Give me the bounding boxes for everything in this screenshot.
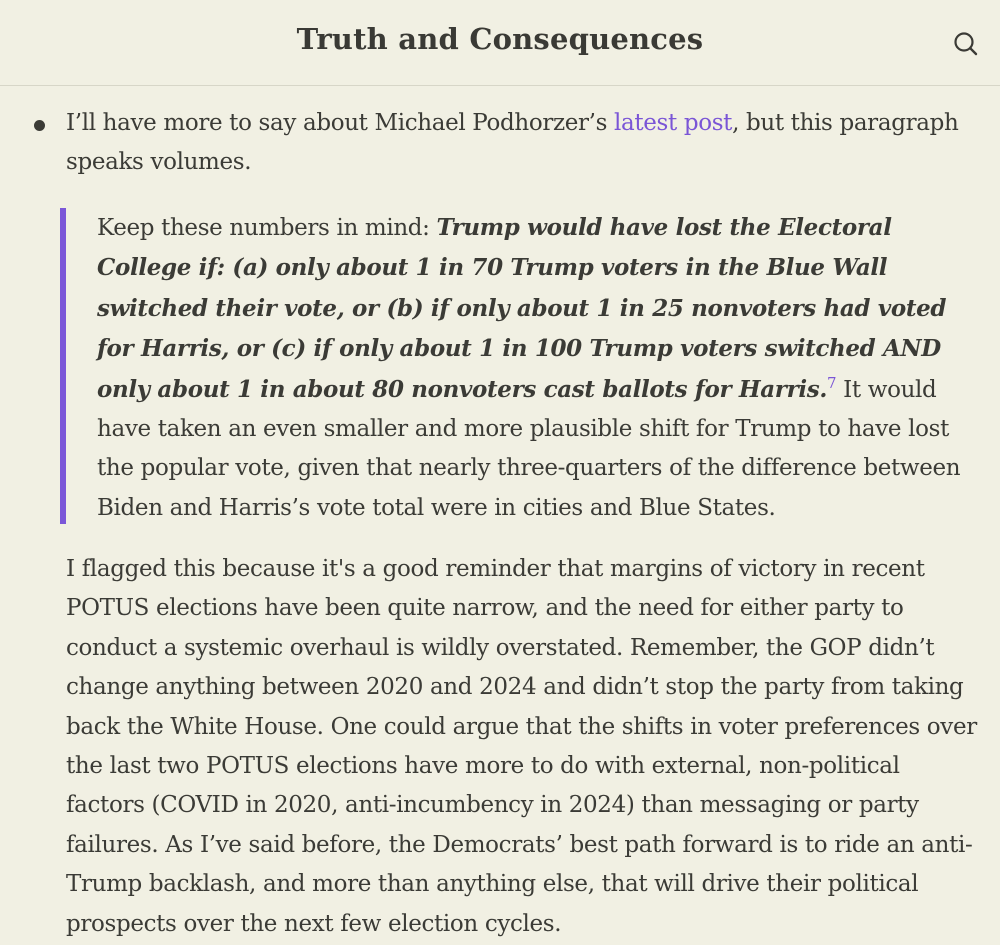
site-header <box>0 0 1000 86</box>
quote-lead: Keep these numbers in mind: <box>97 215 437 241</box>
quote-emphasis: Trump would have lost the Electoral College if: (a) only about 1 in 70 Trump voters in the Blue Wall switched their vote, or (b) if only about 1 in 25 nonvoters had voted for Harris, or (c) if only about 1 in 100 Trump voters switched AND only about 1 in about 80 nonvoters cast ballots for Harris. <box>97 214 947 403</box>
bullet-text-after: , but this paragraph speaks volumes. <box>66 110 959 176</box>
bullet-text-before: I’ll have more to say about Michael Podhorzer’s <box>66 110 615 136</box>
quote-tail: It would have taken an even smaller and more plausible shift for Trump to have lost the popular vote, given that nearly three-quarters of the difference between Biden and Harris’s vote total were in cities and Blue States. <box>97 376 961 521</box>
site-title[interactable]: Truth and Consequences <box>296 22 704 56</box>
blockquote-bar <box>60 208 66 524</box>
list-item <box>66 104 981 183</box>
search-button[interactable] <box>950 28 982 60</box>
blockquote <box>97 208 982 528</box>
list-bullet <box>34 120 45 131</box>
body-paragraph: I flagged this because it's a good reminder that margins of victory in recent POTUS elections have been quite narrow, and the need for either party to conduct a systemic overhaul is wildly overstated. Remember, the GOP didn’t change anything between 2020 and 2024 and didn’t stop the party from taking back the White House. One could argue that the shifts in voter preferences over the last two POTUS elections have more to do with external, non-political factors (COVID in 2020, anti-incumbency in 2024) than messaging or party failures. As I’ve said before, the Democrats’ best path forward is to ride an anti-Trump backlash, and more than anything else, that will drive their political prospects over the next few election cycles. <box>66 556 977 937</box>
latest-post-link[interactable]: latest post <box>614 110 733 136</box>
search-icon <box>950 28 982 60</box>
footnote-link[interactable]: 7 <box>826 373 837 392</box>
